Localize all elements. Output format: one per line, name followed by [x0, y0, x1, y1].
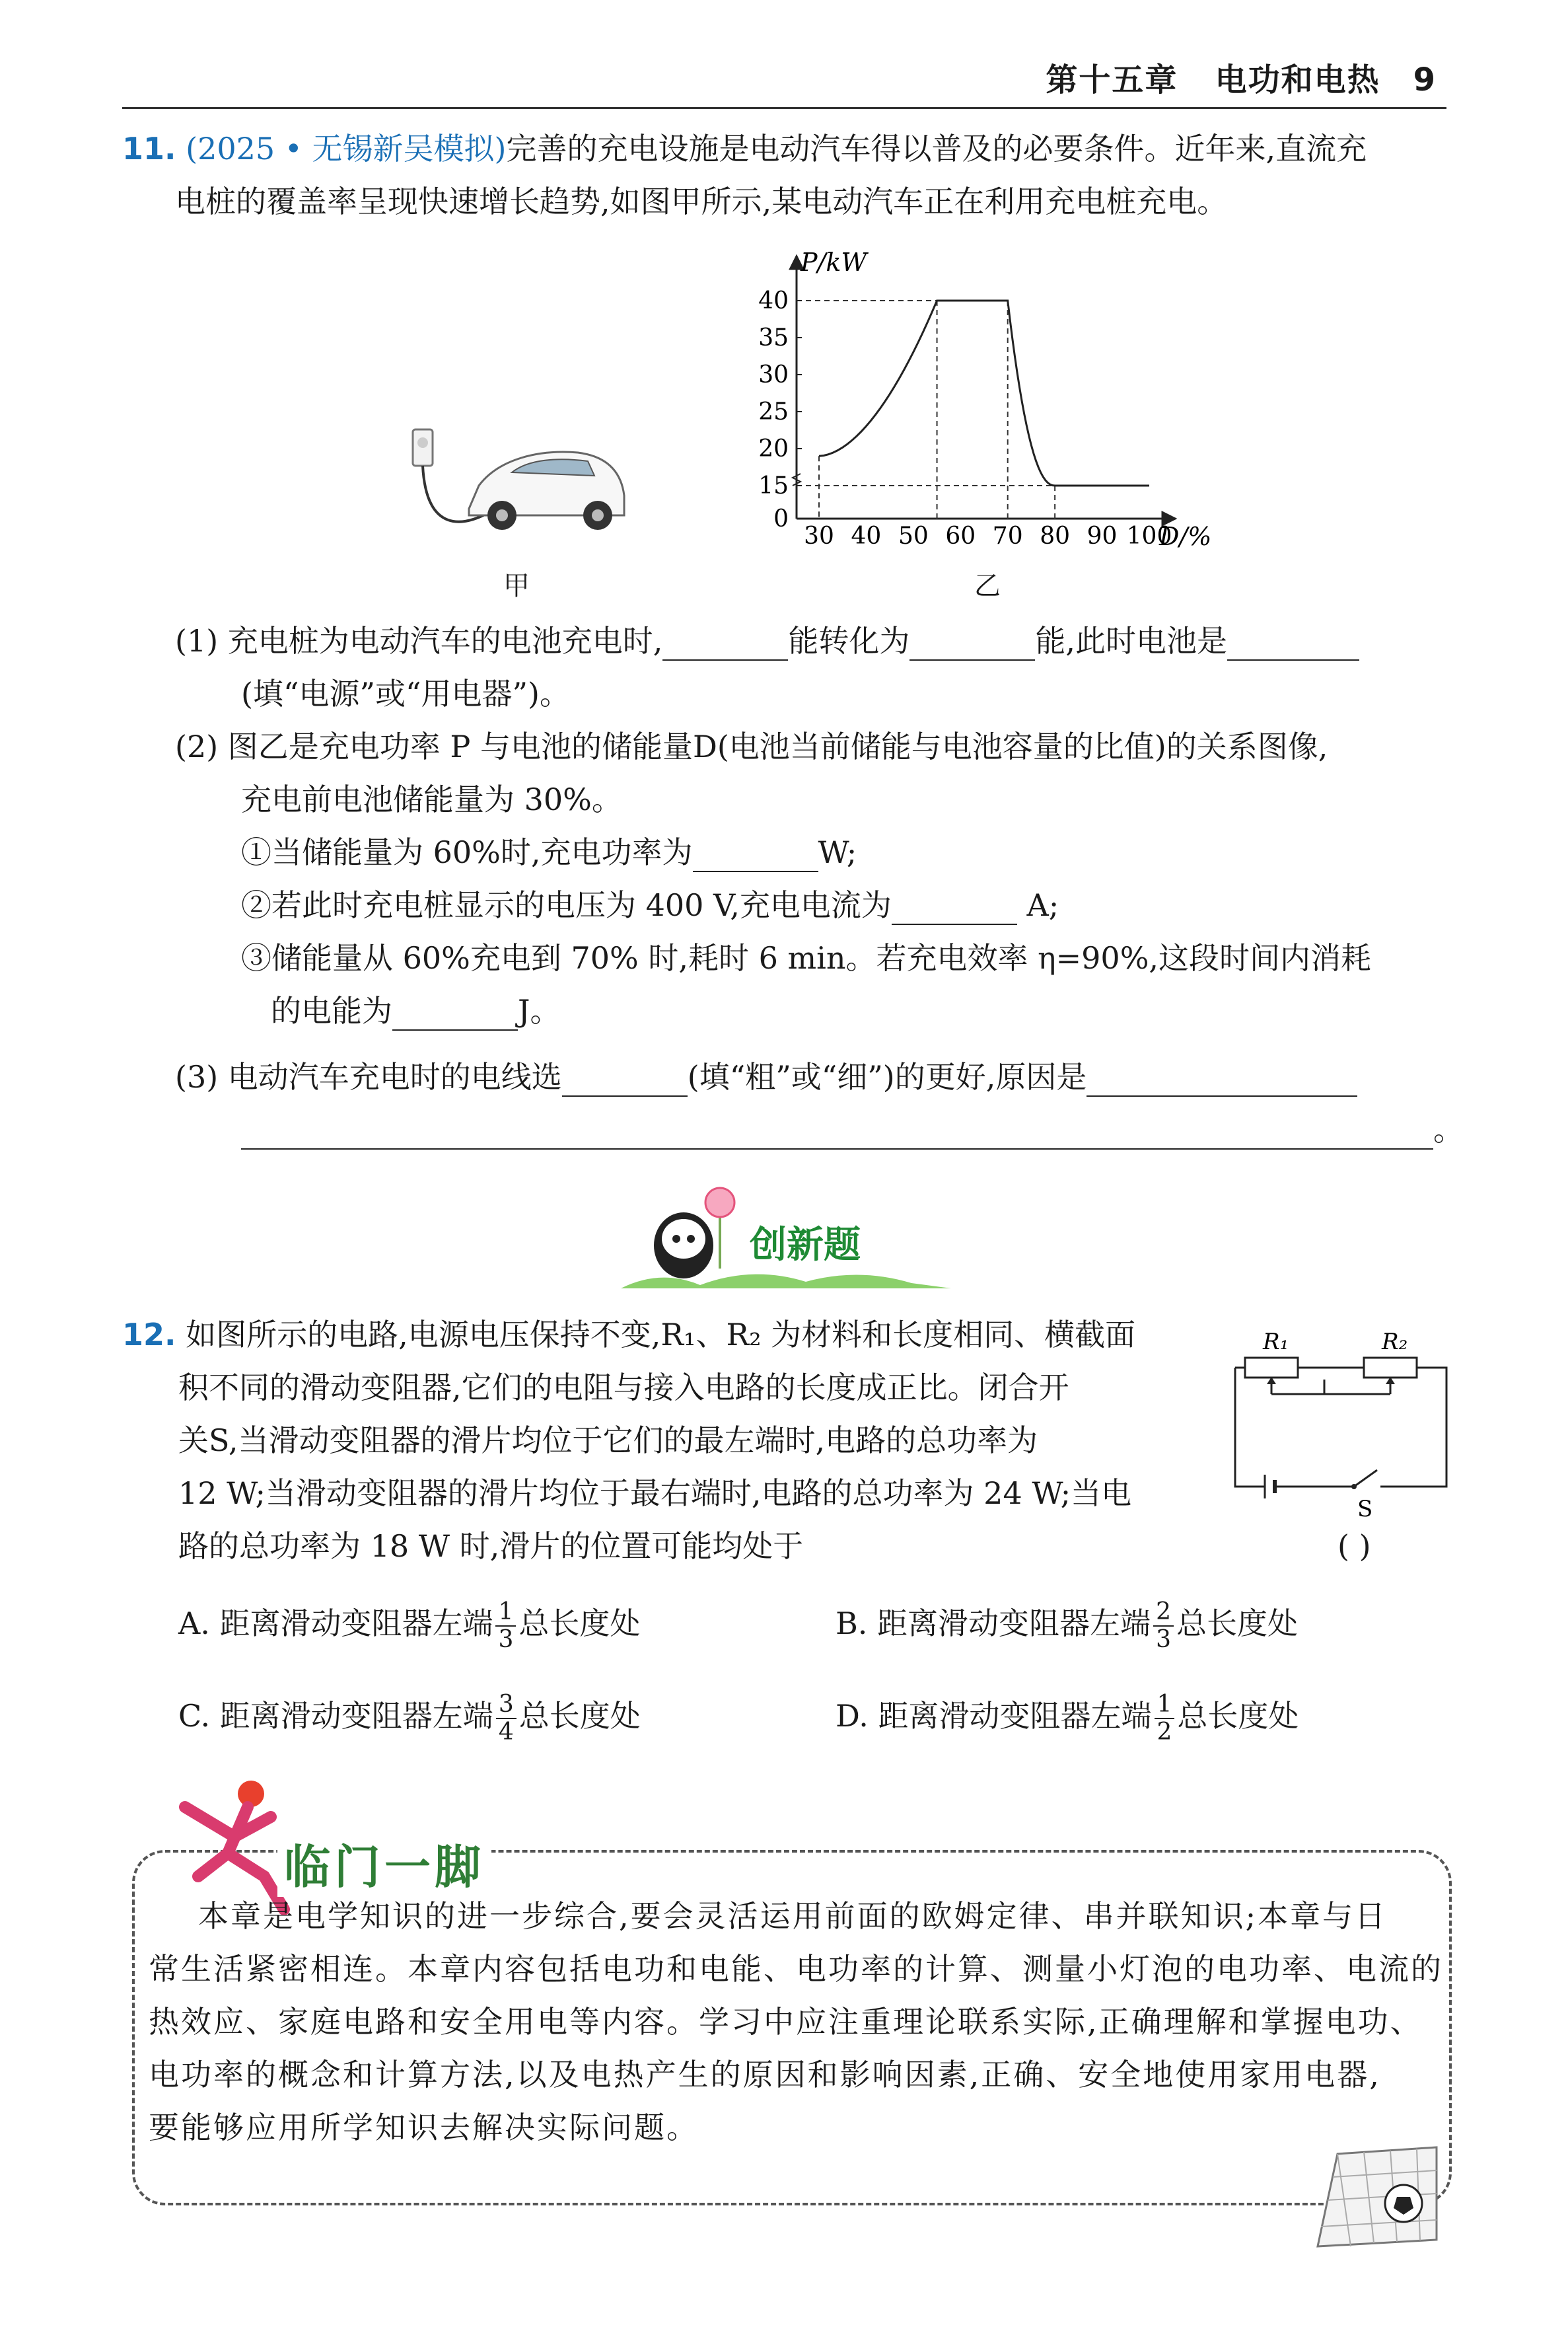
q12-line2: 积不同的滑动变阻器,它们的电阻与接入电路的长度成正比。闭合开	[178, 1370, 1069, 1405]
q11-p2-s2-text: ②若此时充电桩显示的电压为 400 V,充电电流为	[241, 887, 892, 923]
tip-line-5: 要能够应用所学知识去解决实际问题。	[149, 2110, 699, 2145]
grass-icon	[621, 1274, 951, 1288]
tip-line-2: 常生活紧密相连。本章内容包括电功和电能、电功率的计算、测量小灯泡的电功率、电流的	[149, 1951, 1443, 1987]
header-text	[1046, 54, 1437, 100]
q11-stem-line1	[122, 129, 1367, 168]
y-tick-label: 35	[758, 324, 789, 351]
soccer-goal-icon	[1311, 2141, 1443, 2253]
q11-p1-text-c: 能,此时电池是	[1035, 623, 1228, 659]
page-header	[122, 48, 1446, 109]
header-title: 电功和电热	[1215, 61, 1380, 98]
q11-p1-blank2[interactable]	[909, 629, 1035, 661]
y-tick-label: 30	[758, 361, 789, 388]
q11-part3-line2	[241, 1110, 1464, 1150]
q11-part2-line2: 充电前电池储能量为 30%。	[241, 782, 622, 817]
tip-line-3: 热效应、家庭电路和安全用电等内容。学习中应注重理论联系实际,正确理解和掌握电功、	[149, 2004, 1423, 2040]
option-a[interactable]	[178, 1599, 640, 1653]
q11-p2-s2-unit: A;	[1026, 887, 1059, 923]
power-storage-chart	[727, 248, 1242, 558]
q12-text-1: 如图所示的电路,电源电压保持不变,R₁、R₂ 为材料和长度相同、横截面	[186, 1317, 1136, 1352]
chart-xlabel: D/%	[1159, 522, 1212, 551]
q11-part3-line1	[175, 1057, 1357, 1097]
option-c[interactable]	[178, 1691, 641, 1746]
y-tick-label: 20	[758, 435, 789, 462]
q12-line3: 关S,当滑动变阻器的滑片均位于它们的最左端时,电路的总功率为	[178, 1422, 1038, 1458]
q11-part2-sub2	[241, 885, 1059, 925]
q11-p2-s2-blank[interactable]	[892, 893, 1017, 925]
option-b-fraction	[1153, 1599, 1174, 1653]
option-c-fraction	[496, 1691, 517, 1746]
x-tick-label: 80	[1040, 523, 1071, 550]
label-r2: R₂	[1382, 1329, 1408, 1355]
q11-p1-hint: (填“电源”或“用电器”)。	[241, 676, 570, 712]
option-b-tail: 总长度处	[1176, 1605, 1298, 1641]
q11-p3-blank3[interactable]	[241, 1118, 1433, 1150]
option-a-num: 1	[495, 1599, 516, 1627]
q11-p1-blank3[interactable]	[1227, 629, 1359, 661]
chart-ylabel: P/kW	[801, 248, 867, 277]
power-curve	[819, 301, 1149, 486]
rheostat-r1	[1245, 1358, 1298, 1378]
option-b-den: 3	[1156, 1626, 1171, 1653]
option-a-den: 3	[498, 1626, 514, 1653]
x-tick-label: 100	[1126, 523, 1172, 550]
option-d-den: 2	[1157, 1718, 1172, 1746]
option-c-num: 3	[496, 1691, 517, 1719]
option-d-num: 1	[1155, 1691, 1175, 1719]
option-d-fraction	[1155, 1691, 1175, 1746]
circuit-diagram	[1222, 1321, 1460, 1520]
option-d-label: D. 距离滑动变阻器左端	[836, 1698, 1152, 1734]
banner-title: 创新题	[750, 1224, 861, 1267]
q11-part2-sub1	[241, 832, 857, 872]
q11-p3-end: 。	[1433, 1112, 1464, 1148]
option-c-den: 4	[498, 1718, 514, 1746]
q11-p2-s1-blank[interactable]	[693, 840, 818, 872]
q11-p1-text-b: 能转化为	[788, 623, 910, 659]
tip-title: 临门一脚	[277, 1830, 491, 1897]
option-c-tail: 总长度处	[518, 1698, 641, 1734]
q11-part1-line1	[175, 621, 1359, 661]
wire-left	[1235, 1368, 1265, 1487]
charging-post-socket	[417, 437, 428, 448]
y-tick-label: 15	[758, 472, 789, 499]
axis-break-mark	[793, 474, 801, 486]
mascot-right-eye	[687, 1235, 695, 1243]
q12-number: 12.	[122, 1317, 176, 1352]
x-tick-label: 30	[804, 523, 834, 550]
switch-pivot	[1351, 1484, 1357, 1489]
mascot-left-eye	[672, 1235, 680, 1243]
q11-stem-line2: 电桩的覆盖率呈现快速增长趋势,如图甲所示,某电动汽车正在利用充电桩充电。	[175, 184, 1228, 219]
option-a-tail: 总长度处	[518, 1605, 641, 1641]
q11-p2-s1-text: ①当储能量为 60%时,充电功率为	[241, 834, 693, 870]
car-rear-hub	[592, 509, 604, 521]
switch-s[interactable]	[1354, 1470, 1377, 1487]
y-tick-label: 25	[758, 398, 789, 425]
q11-p1-text-a: (1) 充电桩为电动汽车的电池充电时,	[175, 623, 663, 659]
option-d-tail: 总长度处	[1177, 1698, 1299, 1734]
ev-charging-illustration	[406, 423, 631, 542]
car-front-hub	[496, 509, 508, 521]
x-tick-label: 50	[898, 523, 929, 550]
y-tick-label: 0	[773, 505, 789, 533]
fig-a-caption: 甲	[503, 571, 530, 601]
q11-p3-text-a: (3) 电动汽车充电时的电线选	[175, 1059, 562, 1095]
header-chapter: 第十五章	[1046, 61, 1178, 98]
option-c-label: C. 距离滑动变阻器左端	[178, 1698, 493, 1734]
q11-p3-blank2[interactable]	[1087, 1065, 1357, 1097]
x-tick-label: 90	[1087, 523, 1118, 550]
q12-line4: 12 W;当滑动变阻器的滑片均位于最右端时,电路的总功率为 24 W;当电	[178, 1475, 1132, 1511]
q11-p2-s3-unit: J。	[518, 993, 561, 1029]
tip-line-4: 电功率的概念和计算方法,以及电热产生的原因和影响因素,正确、安全地使用家用电器,	[149, 2057, 1381, 2092]
slider-link-r1	[1271, 1380, 1324, 1394]
q11-p3-blank1[interactable]	[562, 1065, 688, 1097]
q11-p3-text-b: (填“粗”或“细”)的更好,原因是	[687, 1059, 1087, 1095]
answer-bracket[interactable]: ( )	[1337, 1528, 1371, 1564]
q11-p2-s3-blank[interactable]	[392, 999, 518, 1031]
x-tick-label: 60	[945, 523, 976, 550]
q11-number: 11.	[122, 131, 176, 166]
q11-stem1: 完善的充电设施是电动汽车得以普及的必要条件。近年来,直流充	[506, 131, 1367, 166]
x-tick-label: 40	[851, 523, 882, 550]
q11-part2-sub3-line1: ③储能量从 60%充电到 70% 时,耗时 6 min。若充电效率 η=90%,这段时间内消耗	[241, 940, 1372, 976]
y-tick-label: 40	[758, 287, 789, 314]
option-a-label: A. 距离滑动变阻器左端	[178, 1605, 493, 1641]
slider-link-r2	[1324, 1380, 1390, 1394]
tip-line-1: 本章是电学知识的进一步综合,要会灵活运用前面的欧姆定律、串并联知识;本章与日	[198, 1898, 1388, 1934]
fig-b-caption: 乙	[974, 571, 1001, 601]
option-b-label: B. 距离滑动变阻器左端	[836, 1605, 1151, 1641]
q11-part2-sub3-line2	[271, 991, 560, 1031]
q12-line1	[122, 1315, 1135, 1354]
option-b[interactable]	[836, 1599, 1298, 1653]
lollipop-icon	[705, 1188, 734, 1217]
mascot-face-icon	[662, 1219, 705, 1259]
q11-part2-line1: (2) 图乙是充电功率 P 与电池的储能量D(电池当前储能与电池容量的比值)的关系图像,	[175, 729, 1328, 764]
q11-p2-s1-unit: W;	[818, 834, 857, 870]
q12-line5: 路的总功率为 18 W 时,滑片的位置可能均处于	[178, 1528, 804, 1564]
label-s: S	[1357, 1496, 1373, 1520]
q11-source: (2025 • 无锡新吴模拟)	[186, 131, 507, 166]
label-r1: R₁	[1263, 1329, 1289, 1355]
option-a-fraction	[495, 1599, 516, 1653]
option-b-num: 2	[1153, 1599, 1174, 1627]
q11-p1-blank1[interactable]	[662, 629, 788, 661]
q11-p2-s3-text: 的电能为	[271, 993, 392, 1029]
rheostat-r2	[1364, 1358, 1417, 1378]
x-tick-label: 70	[992, 523, 1023, 550]
page-number: 9	[1413, 61, 1437, 98]
option-d[interactable]	[836, 1691, 1299, 1746]
